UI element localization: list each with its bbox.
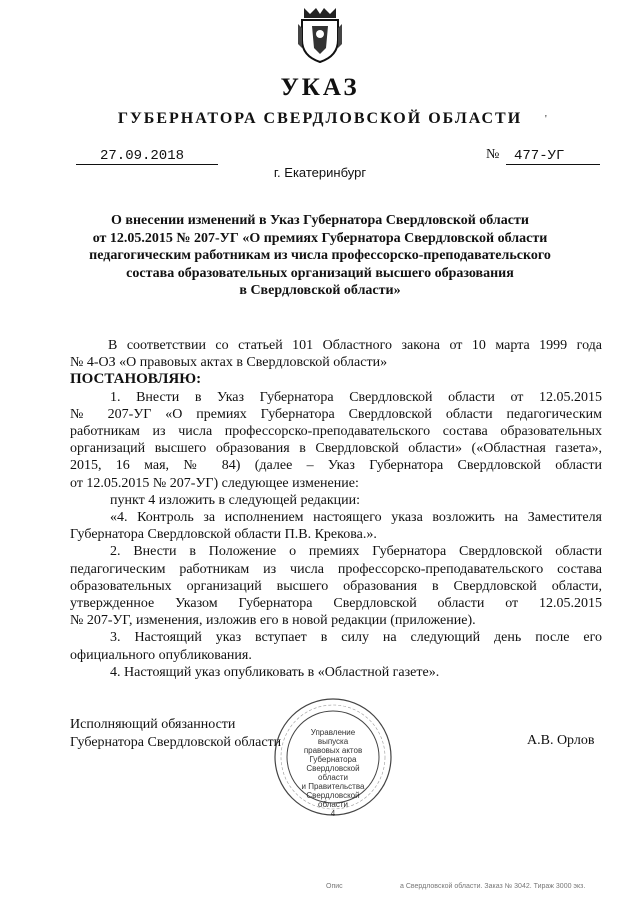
- footer-left-text: Опис: [326, 883, 343, 890]
- document-date: 27.09.2018: [76, 148, 218, 165]
- item1-line: 2015, 16 мая, № 84) (далее – Указ Губернатора Свердловской области: [70, 458, 602, 474]
- stamp-line: Губернатора: [309, 755, 357, 764]
- signer-name: А.В. Орлов: [527, 733, 595, 748]
- corner-mark: ': [545, 114, 547, 125]
- item1-line: организаций высшего образования в Свердловской области» («Областная газета»,: [70, 441, 602, 457]
- item1-sub: пункт 4 изложить в следующей редакции:: [110, 492, 360, 508]
- stamp-inner-text: [292, 728, 374, 818]
- document-number: 477-УГ: [506, 148, 600, 165]
- item1-line: 1. Внести в Указ Губернатора Свердловской области от 12.05.2015: [110, 389, 602, 405]
- stamp-line: и Правительства: [301, 782, 365, 791]
- item1-quote-line: Губернатора Свердловской области П.В. Крекова.».: [70, 527, 377, 543]
- heading-line: состава образовательных организаций высшего образования: [126, 265, 514, 281]
- stamp-line: выпуска: [317, 737, 349, 746]
- item2-line: № 207-УГ, изменения, изложив его в новой редакции (приложение).: [70, 613, 476, 629]
- heading-line: от 12.05.2015 № 207-УГ «О премиях Губернатора Свердловской области: [92, 230, 548, 246]
- item2-line: образовательных организаций высшего образования в Свердловской области,: [70, 578, 602, 594]
- stamp-line: Свердловской: [306, 791, 360, 800]
- stamp-line: правовых актов: [303, 746, 363, 755]
- document-heading: [60, 212, 580, 300]
- document-number-label: №: [486, 147, 500, 162]
- heading-line: педагогическим работникам из числа профессорско-преподавательского: [89, 248, 551, 264]
- stamp-line: Свердловской области: [306, 764, 360, 782]
- document-body: [70, 337, 602, 681]
- item2-line: утвержденное Указом Губернатора Свердловской области от 12.05.2015: [70, 596, 602, 612]
- item2-line: 2. Внести в Положение о премиях Губернатора Свердловской области: [110, 544, 602, 560]
- item1-line: от 12.05.2015 № 207-УГ) следующее изменение:: [70, 475, 359, 491]
- document-city: г. Екатеринбург: [273, 165, 367, 180]
- document-title: УКАЗ: [280, 74, 360, 101]
- item3-line: 3. Настоящий указ вступает в силу на следующий день после его: [110, 630, 602, 646]
- stamp-line: 4: [330, 809, 336, 818]
- item4-line: 4. Настоящий указ опубликовать в «Областной газете».: [110, 664, 440, 680]
- stamp-line: Управление: [310, 728, 356, 737]
- coat-of-arms-emblem: [296, 4, 344, 64]
- signer-position: [70, 716, 281, 752]
- item1-line: № 207-УГ «О премиях Губернатора Свердловской области педагогическим: [70, 406, 602, 422]
- footer-right-text: а Свердловской области. Заказ № 3042. Тираж 3000 экз.: [400, 883, 586, 890]
- heading-line: в Свердловской области»: [239, 283, 401, 299]
- preamble-line: В соответствии со статьей 101 Областного закона от 10 марта 1999 года: [108, 338, 602, 353]
- item1-line: работникам из числа профессорско-преподавательского состава образовательных: [70, 424, 602, 440]
- stamp-line: области: [318, 800, 348, 809]
- preamble-line: № 4-ОЗ «О правовых актах в Свердловской области»: [70, 355, 388, 371]
- item1-quote-line: «4. Контроль за исполнением настоящего указа возложить на Заместителя: [110, 510, 602, 526]
- decree-word: ПОСТАНОВЛЯЮ:: [70, 371, 202, 388]
- signer-position-line: Исполняющий обязанности: [70, 717, 236, 732]
- heading-line: О внесении изменений в Указ Губернатора Свердловской области: [111, 213, 529, 228]
- item3-line: официального опубликования.: [70, 647, 252, 663]
- item2-line: педагогическим работникам из числа профессорско-преподавательского состава: [70, 561, 602, 577]
- signer-position-line: Губернатора Свердловской области: [70, 735, 282, 750]
- document-subtitle: ГУБЕРНАТОРА СВЕРДЛОВСКОЙ ОБЛАСТИ: [117, 110, 523, 127]
